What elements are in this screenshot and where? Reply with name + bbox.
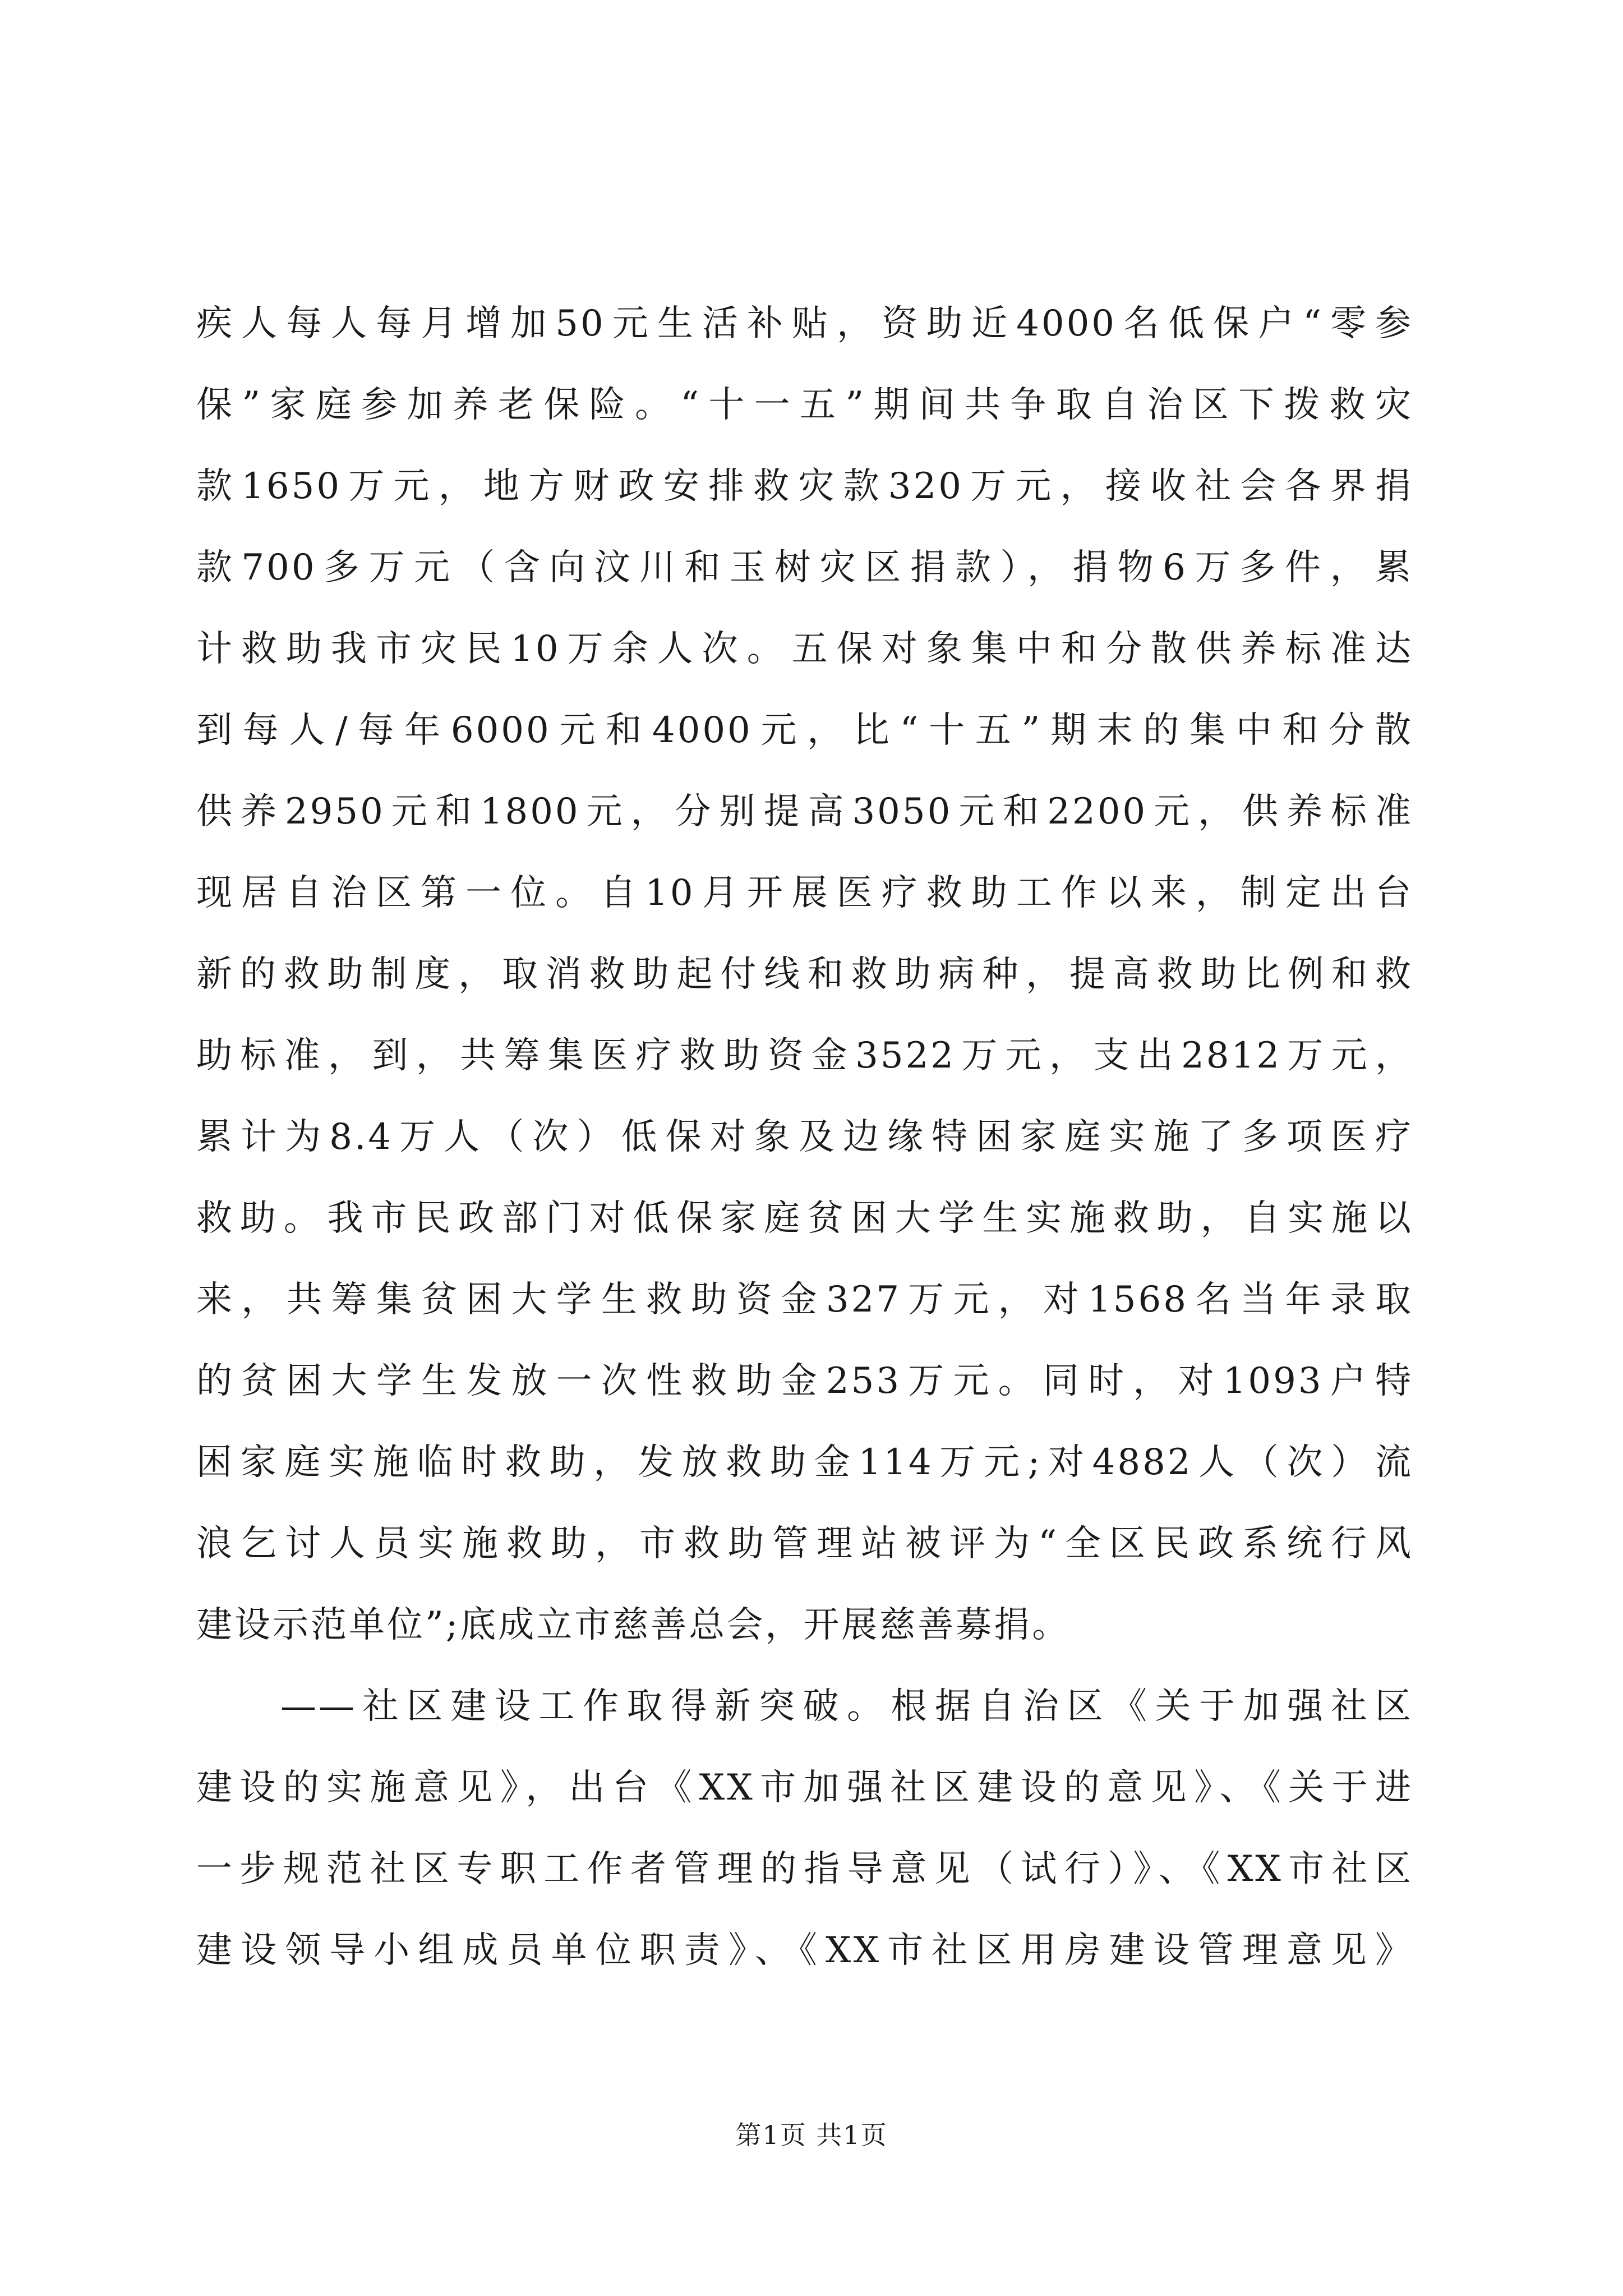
text-line: 救助。我市民政部门对低保家庭贫困大学生实施救助，自实施以 (196, 1198, 1413, 1239)
text-line: 到每人/每年6000元和4000元，比“十五”期末的集中和分散 (196, 710, 1413, 751)
text-line: 助标准，到，共筹集医疗救助资金3522万元，支出2812万元， (196, 1035, 1413, 1076)
text-line: 现居自治区第一位。自10月开展医疗救助工作以来，制定出台 (196, 872, 1413, 914)
text-line: 建设领导小组成员单位职责》、《XX市社区用房建设管理意见》 (196, 1930, 1413, 1971)
text-line: 的贫困大学生发放一次性救助金253万元。同时，对1093户特 (196, 1360, 1413, 1402)
text-line: 保”家庭参加养老保险。“十一五”期间共争取自治区下拨救灾 (196, 384, 1413, 426)
text-line: 计救助我市灾民10万余人次。五保对象集中和分散供养标准达 (196, 628, 1413, 670)
text-line: 建设的实施意见》，出台《XX市加强社区建设的意见》、《关于进 (196, 1767, 1413, 1809)
text-line: 疾人每人每月增加50元生活补贴，资助近4000名低保户“零参 (196, 303, 1413, 344)
text-line-paragraph-start: ——社区建设工作取得新突破。根据自治区《关于加强社区 (280, 1686, 1413, 1727)
text-line: 款1650万元，地方财政安排救灾款320万元，接收社会各界捐 (196, 466, 1413, 507)
text-line: 一步规范社区专职工作者管理的指导意见（试行）》、《XX市社区 (196, 1848, 1413, 1890)
text-line: 款700多万元（含向汶川和玉树灾区捐款），捐物6万多件，累 (196, 547, 1413, 588)
page-footer: 第1页 共1页 (735, 2120, 888, 2150)
document-body (196, 283, 1413, 1991)
text-line: 新的救助制度，取消救助起付线和救助病种，提高救助比例和救 (196, 954, 1413, 995)
text-line: 累计为8.4万人（次）低保对象及边缘特困家庭实施了多项医疗 (196, 1116, 1413, 1158)
text-line: 来，共筹集贫困大学生救助资金327万元，对1568名当年录取 (196, 1279, 1413, 1320)
text-line: 供养2950元和1800元，分别提高3050元和2200元，供养标准 (196, 791, 1413, 832)
text-line-paragraph-end: 建设示范单位”;底成立市慈善总会，开展慈善募捐。 (196, 1604, 1071, 1646)
text-line: 困家庭实施临时救助，发放救助金114万元;对4882人（次）流 (196, 1442, 1413, 1483)
text-line: 浪乞讨人员实施救助，市救助管理站被评为“全区民政系统行风 (196, 1523, 1413, 1565)
